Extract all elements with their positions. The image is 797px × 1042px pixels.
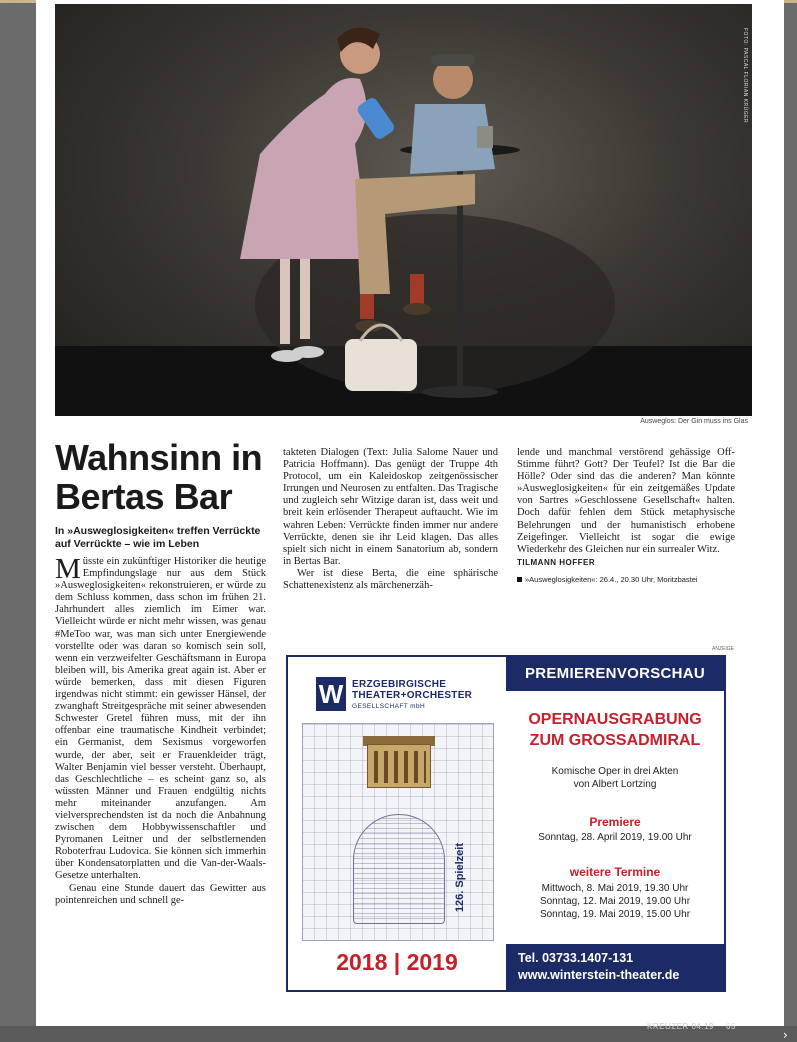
- date-item: Sonntag, 19. Mai 2019, 15.00 Uhr: [539, 909, 691, 920]
- spielzeit-label: 126. Spielzeit: [454, 843, 466, 913]
- auditorium-plan: [353, 814, 445, 924]
- magazine-issue: KREUZER 04.19: [647, 1022, 714, 1031]
- theater-logo: [316, 677, 346, 711]
- org-name-line-1: ERZGEBIRGISCHE: [352, 679, 447, 690]
- paragraph-text: üsste ein zukünftiger Historiker die heutige Empfindungslage nur aus dem Stück »Ausweglosigkeiten« rekonstruieren, er würde zu dem Schluss kommen, dass schon im frühen 21. Jahrhundert alles ziemlich im Eimer war. Vielleicht würde er nicht mehr wissen, was genau #MeToo war, was man sich unter Energiewende vorstellte oder was daran so komisch sein soll, wenn ein verzweifelter Geschäftsmann in Europa bleiben will, bis Amerika great again ist. Aber er würde bemerken, dass mit diesen Figuren irgendwas nicht stimmt: ein gewisser Hänsel, der zwanghaft Streitgespräche mit seiner abwesenden Schwester Gretel führen muss, mit der ihn offenbar eine traumatische Kindheit verbindet; ein Germanist, dem Sexismus vorgeworfen wurde, der aber, seit er Frauenkleider trägt, Walter Benjamin viel besser versteht. Überhaupt, das Geschlechtliche – es scheint ganz so, als wüssten Männer und Frauen endgültig nichts mehr miteinander anzufangen. Am vielversprechendsten ist da noch die Anbahnung zwischen dem Hobbywissenschaftler und Pyromanen Leitner und der selbstlernenden Roboterfrau Ludovica. Sie können sich immerhin über Kondensatorplatten und die Van-der-Waals-Gesetze unterhalten.: [55, 556, 266, 882]
- photo-credit: FOTO: PASCAL FLORIAN KRÜGER: [742, 28, 748, 124]
- premiere-preview-band: PREMIERENVORSCHAU: [506, 657, 724, 691]
- article-headline: Wahnsinn in Bertas Bar: [55, 437, 263, 517]
- event-info: [517, 574, 735, 586]
- drop-cap: M: [55, 553, 81, 585]
- org-name: [352, 679, 502, 701]
- contact-box: [506, 944, 724, 990]
- season-label: 2018 | 2019: [336, 949, 458, 975]
- theater-facade-image: [367, 744, 431, 788]
- opera-title: [506, 709, 724, 751]
- stage-photo: [55, 4, 752, 416]
- next-page-arrow-icon[interactable]: ›: [783, 1028, 788, 1042]
- paragraph: takteten Dialogen (Text: Julia Salome Nauer und Patricia Hoffmann). Das genügt der Truppe 4th Protocol, um ein Kaleidoskop zeitgenössischer Irrungen und Neurosen zu entfalten. Das Tragische und zugleich sehr Witzige daran ist, dass weit und breit kein erlösender Therapeut auftaucht. Wie im wahren Leben: Verrückte finden immer nur andere Verrückte, denen sie ihr Leid klagen. Das alles spielt sich nicht in einem Sanatorium ab, sondern in Bertas Bar.: [283, 447, 498, 567]
- premiere-date: Sonntag, 28. April 2019, 19.00 Uhr: [538, 832, 692, 843]
- paragraph: Genau eine Stunde dauert das Gewitter aus pointenreichen und schnell ge-: [55, 882, 266, 906]
- article-column-1: [55, 553, 266, 907]
- date-item: Sonntag, 12. Mai 2019, 19.00 Uhr: [539, 896, 691, 907]
- more-dates-heading: weitere Termine: [569, 865, 661, 879]
- article-subhead: In »Ausweglosigkeiten« treffen Verrückte auf Verrückte – wie im Leben: [55, 525, 261, 550]
- article-column-2: [283, 447, 498, 592]
- logo-letter: W: [318, 679, 344, 709]
- stage-photo-illustration: [55, 4, 752, 416]
- opera-title-line-2: ZUM GROSSADMIRAL: [529, 732, 701, 749]
- opera-description: [506, 765, 724, 791]
- premiere-heading: Premiere: [589, 815, 641, 829]
- opera-description-line-1: Komische Oper in drei Akten: [551, 766, 679, 777]
- phone-number[interactable]: Tel. 03733.1407-131: [518, 951, 634, 965]
- opera-description-line-2: von Albert Lortzing: [573, 779, 657, 790]
- ad-label: ANZEIGE: [712, 646, 734, 652]
- ad-right-panel: [506, 657, 724, 990]
- bullet-square-icon: [517, 577, 522, 582]
- paragraph: lende und manchmal verstörend gehässige Off-Stimme führt? Gott? Der Teufel? Ist die Bar die Hölle? Oder sind das die anderen? Man könnte »Ausweglosigkeiten« für ein zeitgemäßes Update von Sartres »Geschlossene Gesellschaft« halten. Doch dafür fehlen dem Stück metaphysische Belehrungen und der humanistisch erhobene Zeigefinger. Vielleicht ist sogar die ewige Wiederkehr des Gleichen nur ein surrealer Witz.: [517, 447, 735, 555]
- event-info-text: »Ausweglosigkeiten«: 26.4., 20.30 Uhr, Moritzbastei: [525, 574, 698, 584]
- org-subtitle: GESELLSCHAFT mbH: [352, 703, 426, 710]
- photo-caption: Ausweglos: Der Gin muss ins Glas: [640, 418, 748, 425]
- article-column-3: [517, 447, 735, 586]
- article-author: TILMANN HOFFER: [517, 557, 596, 567]
- theater-advertisement[interactable]: [286, 655, 726, 992]
- magazine-page: [36, 0, 784, 1026]
- opera-title-line-1: OPERNAUSGRABUNG: [528, 711, 702, 728]
- page-folio: [647, 1022, 736, 1031]
- paragraph: [55, 553, 266, 883]
- ad-left-panel: [288, 657, 506, 990]
- paragraph: Wer ist diese Berta, die eine sphärische Schattenexistenz als märchenerzäh-: [283, 567, 498, 592]
- org-name-line-2: THEATER+ORCHESTER: [352, 690, 473, 701]
- website-link[interactable]: www.winterstein-theater.de: [518, 968, 680, 982]
- date-item: Mittwoch, 8. Mai 2019, 19.30 Uhr: [541, 883, 689, 894]
- page-number: 65: [725, 1022, 736, 1031]
- more-dates-list: [506, 882, 724, 921]
